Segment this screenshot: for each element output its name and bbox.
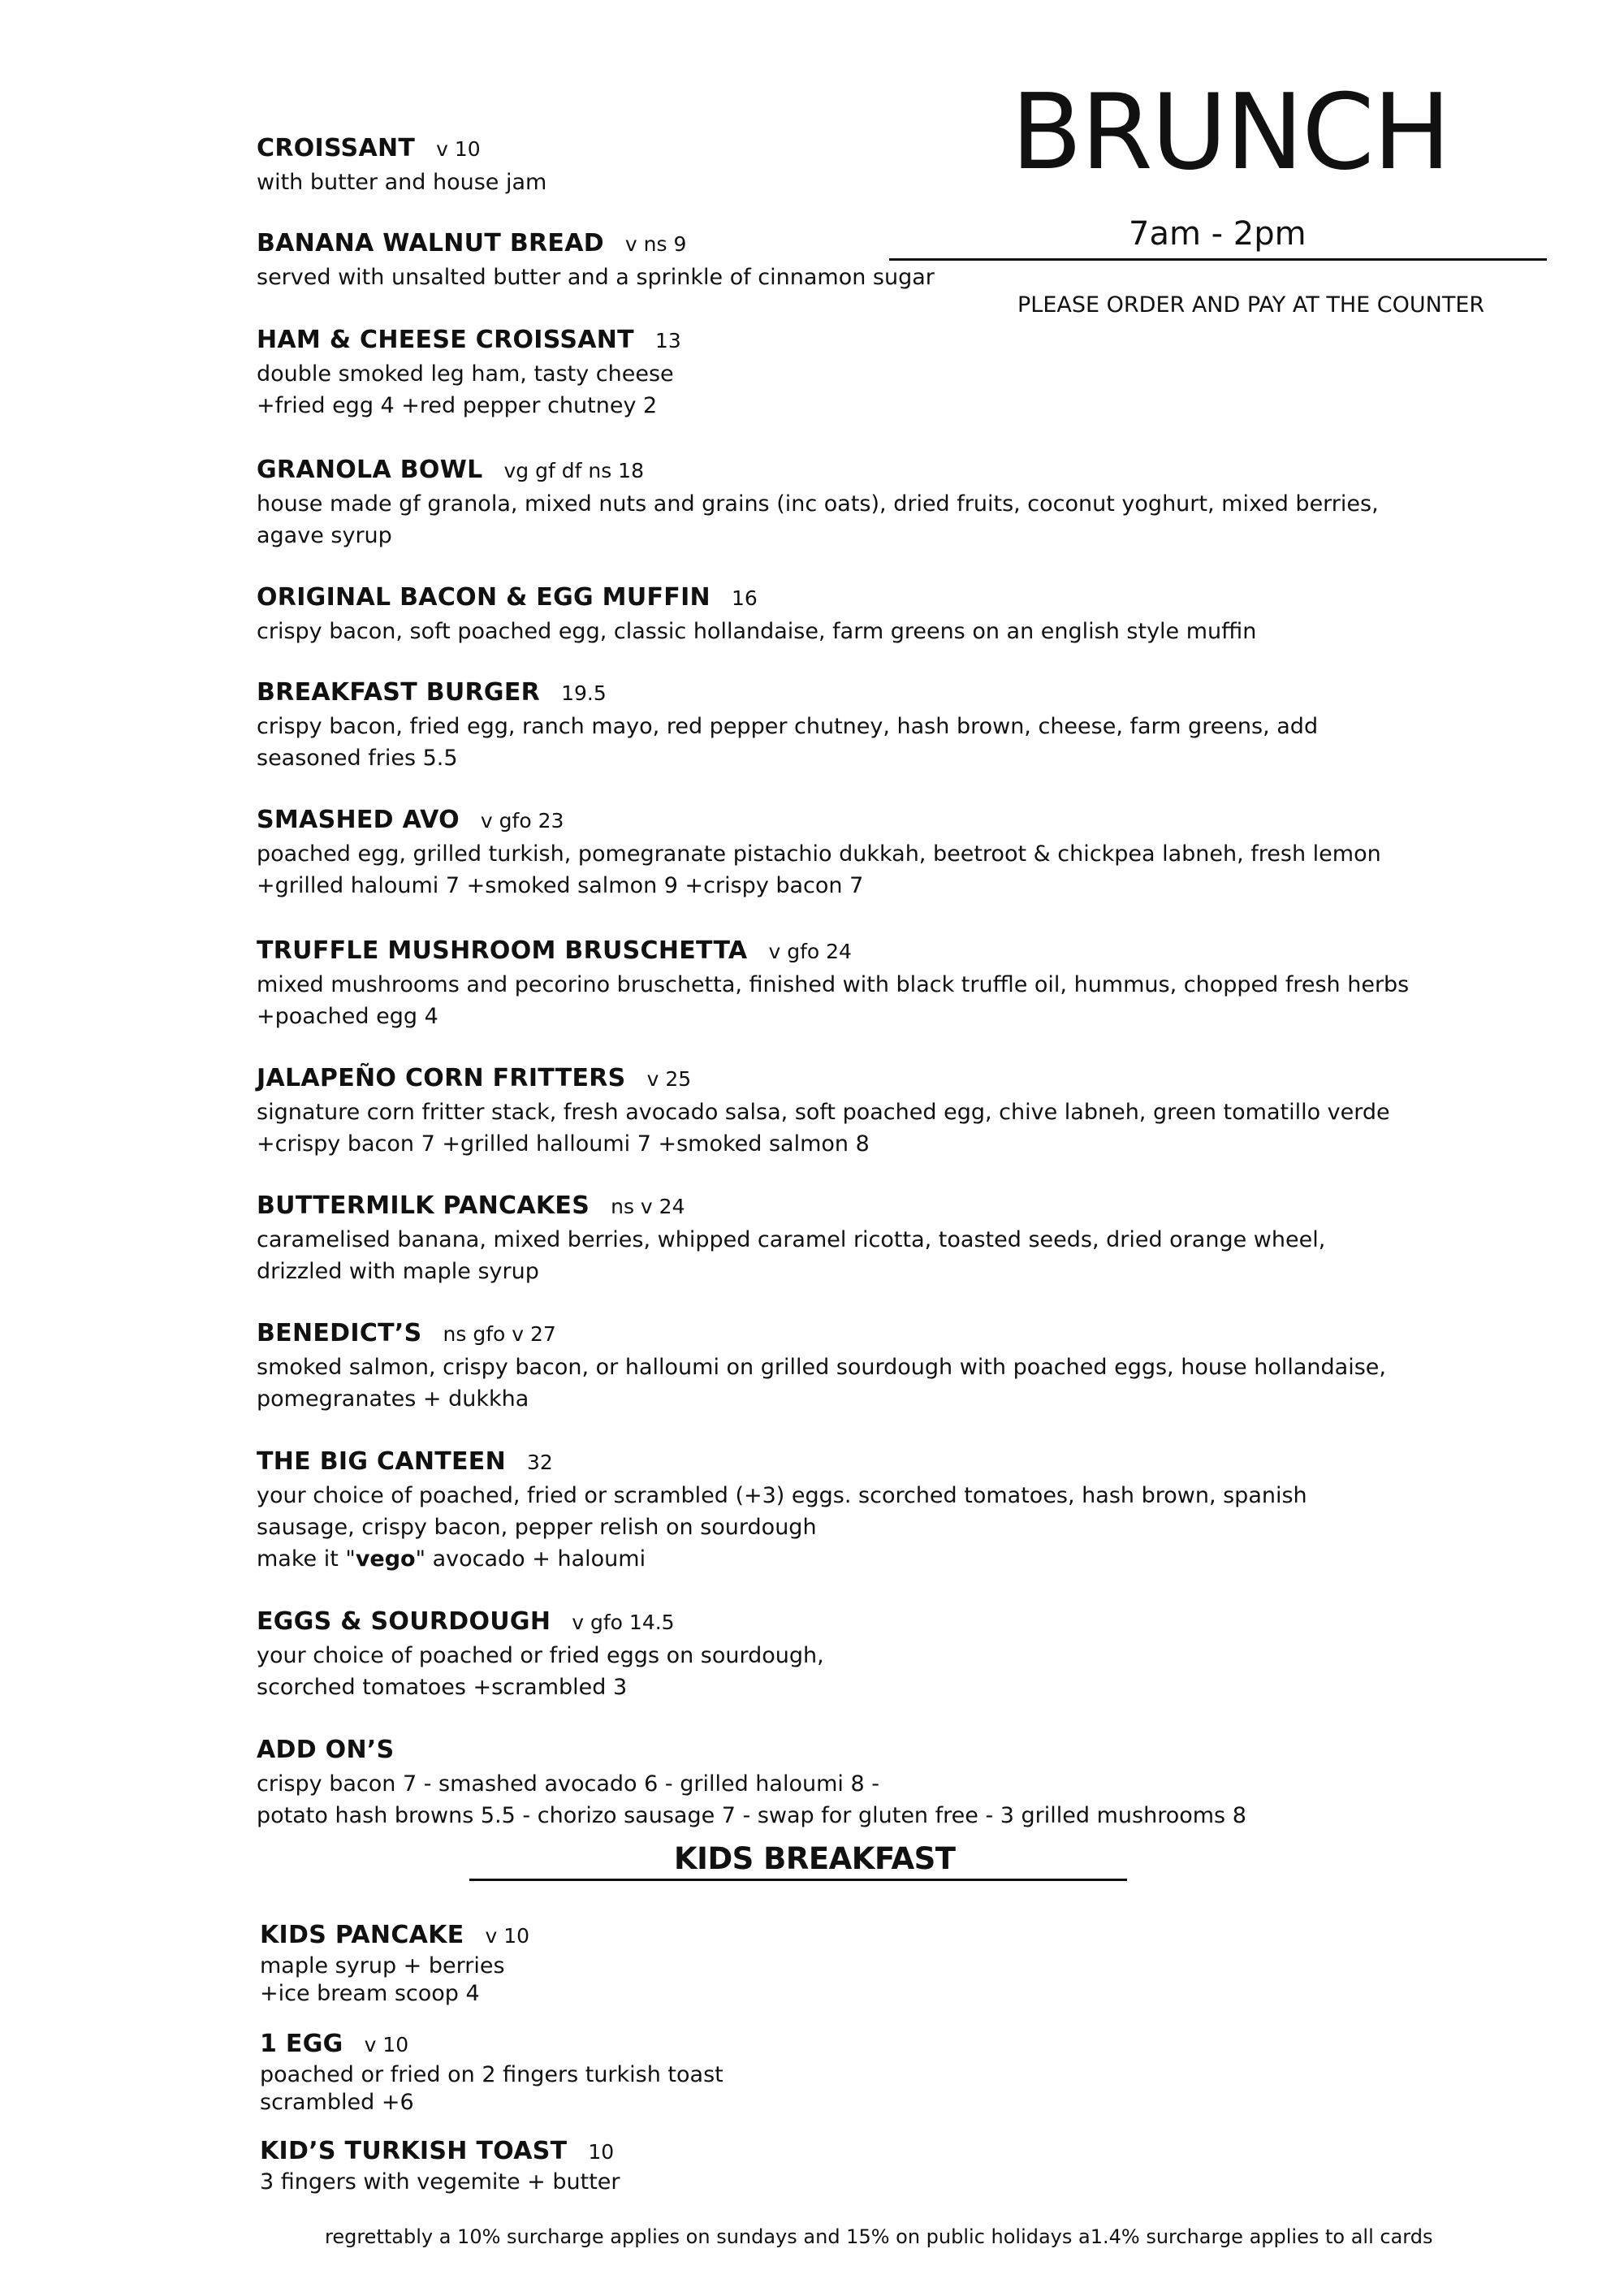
item-tags: 16 xyxy=(731,586,758,610)
vego-option: make it "vego" avocado + haloumi xyxy=(257,1546,646,1572)
menu-item-breakfast-burger xyxy=(257,678,1319,774)
item-description: poached egg, grilled turkish, pomegranate pistachio dukkah, beetroot & chickpea labneh, fresh lemon +grilled haloumi 7 +smoked salmon 9 +crispy bacon 7 xyxy=(257,841,1381,898)
item-name: 1 EGG xyxy=(260,2030,343,2058)
kids-section-heading: KIDS BREAKFAST xyxy=(674,1841,956,1876)
menu-item-big-canteen xyxy=(257,1447,1307,1575)
menu-item-jalapeno-corn-fritters xyxy=(257,1066,1390,1160)
order-note: PLEASE ORDER AND PAY AT THE COUNTER xyxy=(1017,292,1485,318)
item-name: CROISSANT xyxy=(257,134,416,162)
item-description: poached or fried on 2 fingers turkish toast scrambled +6 xyxy=(260,2062,723,2115)
item-description: mixed mushrooms and pecorino bruschetta, finished with black truffle oil, hummus, chopped fresh herbs +poached egg 4 xyxy=(257,972,1410,1029)
kids-item-1-egg xyxy=(260,2032,723,2117)
item-name: BANANA WALNUT BREAD xyxy=(257,229,604,257)
item-tags: 19.5 xyxy=(561,681,607,705)
item-tags: v gfo 23 xyxy=(480,809,564,832)
menu-item-eggs-sourdough xyxy=(257,1607,824,1703)
item-tags: 32 xyxy=(527,1451,553,1474)
item-description: caramelised banana, mixed berries, whipped caramel ricotta, toasted seeds, dried orange wheel, drizzled with maple syrup xyxy=(257,1227,1326,1284)
item-name: HAM & CHEESE CROISSANT xyxy=(257,326,634,354)
kids-divider xyxy=(469,1879,1127,1881)
item-description: crispy bacon, soft poached egg, classic hollandaise, farm greens on an english style muffin xyxy=(257,619,1257,644)
item-description: crispy bacon, fried egg, ranch mayo, red pepper chutney, hash brown, cheese, farm greens, add seasoned fries 5.5 xyxy=(257,714,1319,771)
item-description: double smoked leg ham, tasty cheese +fried egg 4 +red pepper chutney 2 xyxy=(257,361,674,418)
item-name: BUTTERMILK PANCAKES xyxy=(257,1191,590,1220)
item-tags: v 10 xyxy=(436,137,481,161)
menu-item-croissant xyxy=(257,136,546,198)
item-tags: 13 xyxy=(654,329,681,352)
menu-item-buttermilk-pancakes xyxy=(257,1191,1326,1287)
item-description: served with unsalted butter and a sprinkle of cinnamon sugar xyxy=(257,265,935,290)
item-tags: v gfo 24 xyxy=(768,940,852,963)
item-name: GRANOLA BOWL xyxy=(257,456,483,484)
item-name: EGGS & SOURDOUGH xyxy=(257,1607,551,1636)
page-title: BRUNCH xyxy=(1011,72,1449,193)
item-description: crispy bacon 7 - smashed avocado 6 - grilled haloumi 8 - potato hash browns 5.5 - chorizo sausage 7 - swap for gluten free - 3 grilled mushrooms 8 xyxy=(257,1771,1246,1828)
surcharge-note: regrettably a 10% surcharge applies on sundays and 15% on public holidays a1.4% surcharge applies to all cards xyxy=(325,2225,1433,2248)
opening-hours: 7am - 2pm xyxy=(1129,215,1307,253)
item-tags: vg gf df ns 18 xyxy=(503,459,644,482)
menu-item-ham-cheese-croissant xyxy=(257,328,681,422)
item-tags: 10 xyxy=(588,2140,615,2164)
item-name: KID’S TURKISH TOAST xyxy=(260,2137,568,2165)
item-tags: v ns 9 xyxy=(624,232,687,256)
item-tags: v gfo 14.5 xyxy=(572,1611,675,1634)
item-name: ADD ON’S xyxy=(257,1736,395,1764)
hours-divider xyxy=(889,258,1547,261)
item-description: your choice of poached or fried eggs on sourdough, scorched tomatoes +scrambled 3 xyxy=(257,1643,824,1700)
menu-item-bacon-egg-muffin xyxy=(257,583,1257,647)
item-description: smoked salmon, crispy bacon, or halloumi on grilled sourdough with poached eggs, house hollandaise, pomegranates + dukkha xyxy=(257,1355,1386,1412)
item-tags: ns v 24 xyxy=(611,1195,685,1218)
menu-item-granola-bowl xyxy=(257,458,1379,551)
item-tags: v 25 xyxy=(646,1067,692,1091)
kids-item-turkish-toast xyxy=(260,2139,620,2196)
item-name: ORIGINAL BACON & EGG MUFFIN xyxy=(257,583,710,612)
item-name: BENEDICT’S xyxy=(257,1319,422,1347)
item-description: your choice of poached, fried or scrambled (+3) eggs. scorched tomatoes, hash brown, spanish sausage, crispy bacon, pepper relish on sourdough make it "vego" avocado + haloumi xyxy=(257,1480,1307,1575)
item-description: maple syrup + berries +ice bream scoop 4 xyxy=(260,1953,505,2006)
item-description: 3 fingers with vegemite + butter xyxy=(260,2169,620,2195)
item-description: with butter and house jam xyxy=(257,170,547,195)
item-name: TRUFFLE MUSHROOM BRUSCHETTA xyxy=(257,936,748,965)
item-name: JALAPEÑO CORN FRITTERS xyxy=(257,1064,626,1092)
item-description: house made gf granola, mixed nuts and grains (inc oats), dried fruits, coconut yoghurt, mixed berries, agave syrup xyxy=(257,491,1379,548)
kids-item-pancake xyxy=(260,1923,529,2008)
menu-item-banana-walnut-bread xyxy=(257,231,935,293)
item-tags: ns gfo v 27 xyxy=(443,1322,556,1346)
item-tags: v 10 xyxy=(485,1924,530,1948)
menu-item-smashed-avo xyxy=(257,808,1381,902)
menu-item-add-ons xyxy=(257,1738,1246,1831)
menu-item-benedicts xyxy=(257,1321,1386,1415)
menu-item-truffle-mushroom-bruschetta xyxy=(257,936,1410,1032)
item-description: signature corn fritter stack, fresh avocado salsa, soft poached egg, chive labneh, green tomatillo verde +crispy bacon 7 +grilled halloumi 7 +smoked salmon 8 xyxy=(257,1100,1390,1157)
item-tags: v 10 xyxy=(364,2033,409,2056)
item-name: SMASHED AVO xyxy=(257,806,460,834)
item-name: BREAKFAST BURGER xyxy=(257,678,541,707)
item-name: THE BIG CANTEEN xyxy=(257,1447,507,1476)
item-name: KIDS PANCAKE xyxy=(260,1921,464,1949)
